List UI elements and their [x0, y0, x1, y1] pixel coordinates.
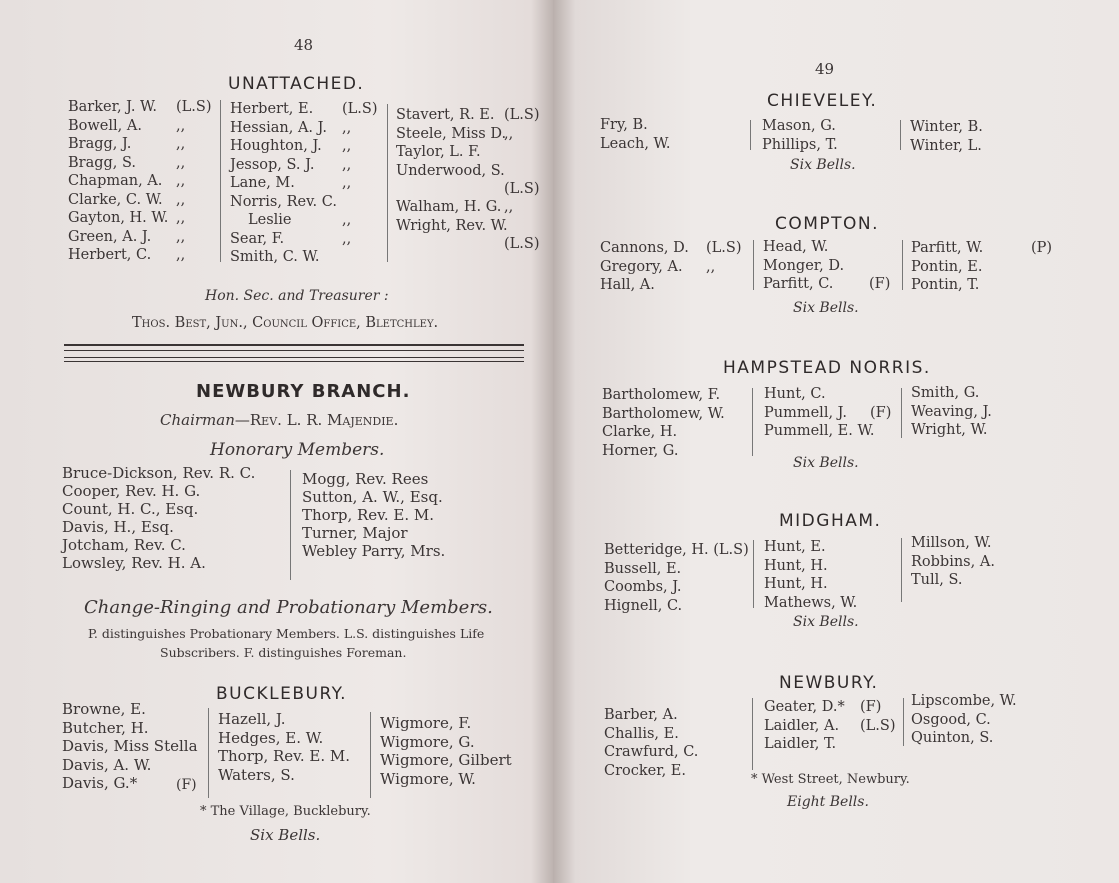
entry-name: Mathews, W.: [764, 594, 858, 611]
section-title-bucklebury: BUCKLEBURY.: [216, 684, 348, 704]
footnote: * West Street, Newbury.: [751, 772, 910, 787]
entry-name: Bragg, J.: [68, 136, 132, 152]
entry-name: Herbert, C.: [68, 247, 152, 263]
name-entry: [911, 258, 1046, 277]
entry-name: Waters, S.: [218, 765, 295, 784]
entry-name: Weaving, J.: [911, 403, 992, 420]
compton-col-1: [600, 239, 750, 295]
entry-name: Fry, B.: [600, 117, 648, 133]
entry-name: Herbert, E.: [230, 101, 314, 117]
entry-mark: (L.S): [504, 236, 540, 252]
name-entry: [764, 404, 894, 423]
entry-name: Robbins, A.: [911, 553, 995, 570]
entry-mark: ,,: [706, 258, 716, 275]
column-divider: [902, 240, 903, 290]
unattached-col-1: [68, 98, 218, 265]
entry-name: Cannons, D.: [600, 240, 689, 256]
name-entry: [763, 238, 893, 257]
entry-name: Gregory, A.: [600, 258, 683, 275]
entry-name: Bruce-Dickson, Rev. R. C.: [62, 464, 256, 482]
name-entry: [764, 735, 899, 754]
entry-mark: ,,: [342, 138, 352, 154]
name-entry: [380, 770, 520, 789]
name-entry: [62, 536, 282, 554]
column-divider: [901, 388, 902, 438]
entry-name: Crawfurd, C.: [604, 744, 699, 760]
hampstead-col-1: [602, 386, 725, 460]
entry-name: Mogg, Rev. Rees: [302, 470, 429, 488]
entry-name: Houghton, J.: [230, 138, 322, 154]
column-divider: [290, 470, 291, 580]
page-number: 49: [815, 60, 835, 78]
name-entry: [230, 211, 380, 230]
bells-note: Six Bells.: [793, 300, 859, 316]
entry-mark: ,,: [176, 136, 186, 152]
entry-name: Davis, H., Esq.: [62, 518, 174, 536]
entry-mark: ,,: [504, 199, 514, 215]
bucklebury-col-3: [380, 714, 520, 788]
left-page: [0, 0, 553, 883]
entry-name: Thorp, Rev. E. M.: [218, 747, 351, 765]
entry-mark: ,,: [176, 228, 186, 245]
name-entry: [764, 717, 899, 736]
name-entry: [764, 422, 894, 441]
entry-name: Pummell, E. W.: [764, 423, 875, 439]
name-entry: [762, 117, 838, 136]
name-entry: [68, 191, 218, 210]
entry-name: Bragg, S.: [68, 154, 137, 171]
entry-name: Turner, Major: [302, 524, 408, 542]
name-entry: [68, 135, 218, 154]
name-entry: [910, 118, 983, 137]
name-entry: [764, 575, 857, 594]
chairman-label: Chairman: [160, 411, 235, 429]
footnote: * The Village, Bucklebury.: [200, 804, 371, 819]
entry-name: Winter, B.: [910, 119, 983, 135]
entry-name: Davis, G.*: [62, 774, 138, 792]
name-entry: [604, 762, 698, 781]
column-divider: [387, 104, 388, 262]
entry-mark: (L.S): [176, 99, 212, 115]
entry-name: Pontin, T.: [911, 277, 980, 293]
newbury-col-2: [764, 698, 899, 754]
entry-mark: (F): [869, 276, 891, 292]
hon-sec-name: Thos. Best, Jun., Council Office, Bletchley.: [132, 315, 439, 331]
name-entry: [302, 488, 502, 506]
unattached-col-2: [230, 100, 380, 267]
name-entry: [396, 180, 540, 198]
entry-name: Barber, A.: [604, 707, 678, 723]
entry-name: Butcher, H.: [62, 718, 149, 737]
entry-name: Hunt, H.: [764, 576, 828, 592]
column-divider: [208, 708, 209, 798]
entry-name: Osgood, C.: [911, 711, 991, 728]
name-entry: [218, 710, 368, 729]
name-entry: [910, 137, 983, 156]
midgham-col-2: [764, 538, 857, 612]
entry-name: Pontin, E.: [911, 258, 983, 275]
name-entry: [230, 156, 380, 175]
name-entry: [764, 538, 857, 557]
entry-name: Parfitt, C.: [763, 276, 834, 292]
hampstead-col-2: [764, 385, 894, 441]
entry-mark: ,,: [176, 247, 186, 263]
name-entry: [230, 119, 380, 138]
name-entry: [762, 136, 838, 155]
entry-mark: ,,: [176, 173, 186, 189]
entry-name: Hessian, A. J.: [230, 119, 327, 136]
name-entry: [62, 700, 202, 719]
name-entry: [600, 116, 671, 135]
name-entry: [911, 729, 1017, 748]
entry-mark: (L.S): [504, 181, 540, 197]
entry-name: Coombs, J.: [604, 579, 682, 595]
entry-name: Webley Parry, Mrs.: [302, 542, 446, 560]
entry-name: Jotcham, Rev. C.: [62, 536, 186, 554]
name-entry: [911, 276, 1046, 295]
right-page: [553, 0, 1119, 883]
chieveley-col-1: [600, 116, 671, 153]
entry-name: Sutton, A. W., Esq.: [302, 488, 443, 506]
column-divider: [753, 540, 754, 608]
entry-name: Bowell, A.: [68, 117, 142, 134]
name-entry: [764, 557, 857, 576]
column-divider: [900, 120, 901, 150]
name-entry: [763, 275, 893, 294]
bells-note: Six Bells.: [250, 826, 321, 844]
name-entry: [230, 100, 380, 119]
name-entry: [302, 506, 502, 524]
newbury-col-1: [604, 706, 698, 780]
entry-name: Tull, S.: [911, 572, 963, 588]
name-entry: [600, 135, 671, 154]
name-entry: [604, 560, 749, 579]
double-rule: [64, 357, 524, 362]
name-entry: [911, 534, 995, 553]
name-entry: [62, 554, 282, 572]
name-entry: [380, 733, 520, 752]
entry-name: Davis, A. W.: [62, 755, 152, 774]
entry-name: Clarke, C. W.: [68, 191, 163, 208]
name-entry: [763, 257, 893, 276]
entry-name: Laidler, T.: [764, 736, 837, 752]
legend-line-1: P. distinguishes Probationary Members. L.S. distinguishes Life: [88, 626, 485, 641]
name-entry: [68, 246, 218, 265]
column-divider: [752, 698, 753, 770]
entry-mark: ,,: [342, 119, 352, 136]
name-entry: [604, 541, 749, 560]
name-entry: [911, 384, 992, 403]
entry-mark: ,,: [176, 191, 186, 208]
section-title-midgham: MIDGHAM.: [779, 511, 882, 531]
entry-mark: ,,: [176, 154, 186, 171]
chieveley-col-2: [762, 117, 838, 154]
entry-name: Millson, W.: [911, 535, 992, 551]
name-entry: [911, 239, 1053, 258]
name-entry: [911, 711, 1017, 730]
entry-name: Betteridge, H. (L.S): [604, 542, 749, 558]
entry-name: Lowsley, Rev. H. A.: [62, 554, 206, 572]
entry-name: Taylor, L. F.: [396, 144, 481, 160]
name-entry: [604, 743, 698, 762]
name-entry: [62, 464, 282, 482]
entry-name: Count, H. C., Esq.: [62, 500, 199, 518]
name-entry: [68, 117, 218, 136]
entry-name: Challis, E.: [604, 725, 679, 742]
entry-mark: ,,: [176, 117, 186, 134]
column-divider: [903, 698, 904, 746]
entry-name: Winter, L.: [910, 137, 982, 154]
compton-col-3: [911, 239, 1053, 295]
name-entry: [68, 209, 218, 228]
section-title-newbury: NEWBURY.: [779, 673, 879, 693]
entry-name: Monger, D.: [763, 257, 845, 274]
entry-name: Hazell, J.: [218, 710, 286, 728]
change-ringing-title: Change-Ringing and Probationary Members.: [84, 597, 493, 618]
entry-name: Leslie: [248, 212, 292, 228]
unattached-col-3: [396, 106, 540, 253]
name-entry: [302, 524, 502, 542]
name-entry: [911, 571, 995, 590]
entry-mark: (P): [1031, 240, 1053, 256]
entry-name: Browne, E.: [62, 700, 146, 718]
entry-name: Davis, Miss Stella: [62, 737, 198, 755]
bells-note: Eight Bells.: [787, 794, 869, 810]
name-entry: [396, 106, 540, 125]
honorary-col-1: [62, 464, 282, 572]
name-entry: [62, 756, 202, 775]
name-entry: [602, 423, 725, 442]
compton-col-2: [763, 238, 893, 294]
name-entry: [380, 751, 520, 770]
name-entry: [62, 482, 282, 500]
name-entry: [218, 729, 368, 748]
column-divider: [753, 240, 754, 290]
entry-name: Walham, H. G.: [396, 199, 502, 215]
hampstead-col-3: [911, 384, 992, 440]
entry-mark: ,,: [342, 175, 352, 191]
entry-name: Bartholomew, F.: [602, 387, 721, 403]
entry-name: Smith, C. W.: [230, 249, 320, 265]
section-title-chieveley: CHIEVELEY.: [767, 91, 878, 111]
name-entry: [600, 276, 750, 295]
entry-name: Smith, G.: [911, 385, 980, 401]
entry-name: Underwood, S.: [396, 162, 505, 179]
entry-name: Chapman, A.: [68, 173, 163, 189]
entry-name: Gayton, H. W.: [68, 210, 169, 226]
entry-mark: ,,: [342, 230, 352, 247]
chairman-name: —Rev. L. R. Majendie.: [234, 411, 399, 429]
name-entry: [602, 442, 725, 461]
bells-note: Six Bells.: [790, 157, 856, 173]
name-entry: [396, 198, 536, 217]
entry-name: Sear, F.: [230, 230, 285, 247]
bucklebury-col-2: [218, 710, 368, 784]
branch-title: NEWBURY BRANCH.: [196, 381, 411, 402]
name-entry: [230, 193, 380, 212]
entry-name: Wigmore, Gilbert: [380, 751, 512, 769]
name-entry: [218, 766, 368, 785]
column-divider: [901, 538, 902, 602]
name-entry: [911, 553, 995, 572]
entry-name: Barker, J. W.: [68, 99, 158, 115]
entry-name: Head, W.: [763, 239, 829, 255]
entry-name: Wigmore, F.: [380, 714, 472, 732]
name-entry: [396, 125, 536, 144]
entry-name: Hunt, H.: [764, 557, 828, 574]
legend-line-2: Subscribers. F. distinguishes Foreman.: [160, 645, 407, 660]
entry-name: Wigmore, W.: [380, 769, 476, 788]
column-divider: [220, 100, 221, 262]
name-entry: [68, 98, 218, 117]
midgham-col-3: [911, 534, 995, 590]
newbury-col-3: [911, 692, 1017, 748]
entry-mark: (L.S): [504, 107, 540, 123]
name-entry: [230, 137, 380, 156]
name-entry: [600, 258, 750, 277]
entry-name: Lane, M.: [230, 175, 295, 191]
double-rule: [64, 344, 524, 351]
name-entry: [911, 403, 992, 422]
entry-mark: ,,: [342, 212, 352, 228]
column-divider: [370, 712, 371, 798]
entry-name: Wright, W.: [911, 422, 988, 438]
entry-name: Quinton, S.: [911, 730, 994, 746]
entry-mark: (F): [870, 404, 892, 421]
name-entry: [396, 143, 536, 162]
name-entry: [604, 706, 698, 725]
foreman-mark: (F): [176, 777, 197, 793]
entry-name: Horner, G.: [602, 442, 679, 459]
entry-name: Clarke, H.: [602, 424, 678, 440]
entry-name: Jessop, S. J.: [230, 156, 315, 173]
entry-name: Bussell, E.: [604, 560, 682, 577]
name-entry: [218, 747, 368, 766]
entry-name: Phillips, T.: [762, 136, 838, 153]
name-entry: [602, 405, 725, 424]
page-number: 48: [294, 36, 314, 54]
honorary-col-2: [302, 470, 502, 560]
column-divider: [750, 120, 751, 150]
entry-name: Parfitt, W.: [911, 240, 984, 256]
entry-name: Hunt, C.: [764, 386, 826, 402]
entry-name: Pummell, J.: [764, 404, 847, 421]
entry-name: Geater, D.*: [764, 699, 845, 715]
name-entry: [911, 421, 992, 440]
chairman-line: [160, 411, 398, 429]
entry-mark: (L.S): [860, 717, 896, 734]
entry-name: Wigmore, G.: [380, 732, 475, 751]
name-entry: [764, 698, 899, 717]
section-title-hampstead-norris: HAMPSTEAD NORRIS.: [723, 358, 931, 378]
name-entry: [764, 385, 894, 404]
name-entry: [230, 174, 380, 193]
name-entry: [62, 518, 282, 536]
name-entry: [68, 228, 218, 247]
entry-name: Mason, G.: [762, 118, 836, 134]
entry-name: Steele, Miss D.: [396, 125, 507, 142]
section-title-compton: COMPTON.: [775, 214, 880, 234]
name-entry: [911, 692, 1017, 711]
entry-name: Hall, A.: [600, 277, 655, 293]
entry-mark: (L.S): [706, 240, 742, 256]
midgham-col-1: [604, 541, 749, 615]
bells-note: Six Bells.: [793, 614, 859, 630]
section-title-unattached: UNATTACHED.: [228, 74, 365, 94]
name-entry: [604, 725, 698, 744]
entry-mark: ,,: [342, 156, 352, 173]
name-entry: [62, 500, 282, 518]
entry-name: Wright, Rev. W.: [396, 217, 508, 234]
entry-name: Thorp, Rev. E. M.: [302, 506, 435, 524]
entry-mark: ,,: [176, 210, 186, 226]
entry-name: Bartholomew, W.: [602, 405, 725, 422]
name-entry: [62, 719, 202, 738]
name-entry: [396, 235, 540, 253]
name-entry: [230, 248, 380, 267]
name-entry: [396, 217, 536, 236]
entry-mark: (L.S): [342, 101, 378, 117]
name-entry: [302, 470, 502, 488]
entry-name: Stavert, R. E.: [396, 107, 495, 123]
chieveley-col-3: [910, 118, 983, 155]
entry-name: Cooper, Rev. H. G.: [62, 482, 201, 500]
entry-name: Hunt, E.: [764, 539, 826, 555]
hon-sec-label: Hon. Sec. and Treasurer :: [205, 288, 389, 304]
entry-name: Hignell, C.: [604, 597, 683, 614]
bells-note: Six Bells.: [793, 455, 859, 471]
name-entry: [302, 542, 502, 560]
entry-name: Hedges, E. W.: [218, 728, 324, 747]
name-entry: [68, 154, 218, 173]
name-entry: [396, 162, 536, 181]
name-entry: [604, 578, 749, 597]
name-entry: [62, 737, 202, 756]
entry-name: Leach, W.: [600, 135, 671, 152]
name-entry: [764, 594, 857, 613]
name-entry: [68, 172, 218, 191]
name-entry: [602, 386, 725, 405]
name-entry: [604, 597, 749, 616]
entry-name: Laidler, A.: [764, 717, 840, 734]
name-entry: [230, 230, 380, 249]
entry-mark: ,,: [504, 125, 514, 142]
entry-name: Green, A. J.: [68, 228, 152, 245]
entry-name: Norris, Rev. C.: [230, 193, 337, 210]
name-entry: [380, 714, 520, 733]
name-entry: [600, 239, 750, 258]
entry-name: Crocker, E.: [604, 762, 686, 779]
column-divider: [752, 388, 753, 456]
honorary-title: Honorary Members.: [210, 440, 385, 460]
entry-name: Lipscombe, W.: [911, 693, 1017, 709]
entry-mark: (F): [860, 699, 882, 715]
